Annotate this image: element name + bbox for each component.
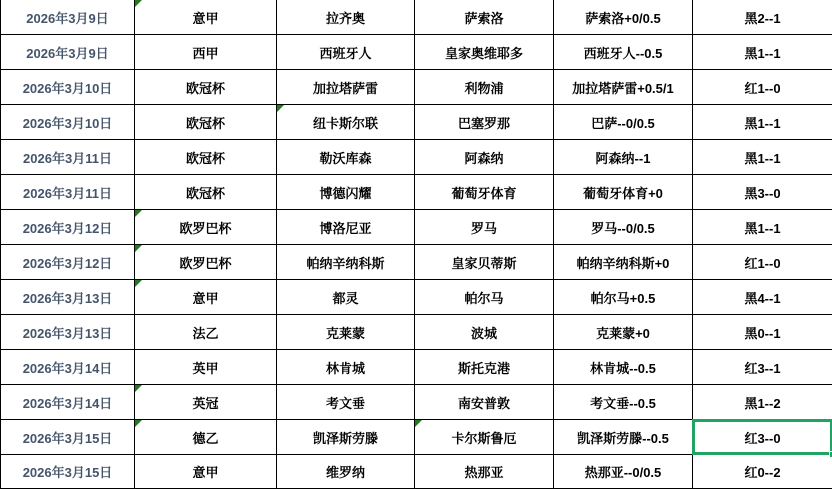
date-text: 2026年3月14日 — [22, 360, 113, 376]
home-team-text: 凯泽斯劳滕 — [312, 430, 378, 446]
league-text: 英冠 — [192, 395, 219, 411]
cell-handicap[interactable] — [554, 105, 693, 140]
cell-home-team[interactable] — [277, 70, 415, 105]
cell-home-team[interactable] — [277, 385, 415, 420]
away-team-text: 罗马 — [470, 220, 497, 236]
cell-date[interactable] — [0, 105, 135, 140]
table-row — [0, 350, 832, 385]
cell-home-team[interactable] — [277, 280, 415, 315]
cell-home-team[interactable] — [277, 420, 415, 455]
result-text: 黑1--2 — [744, 395, 781, 411]
table-row — [0, 105, 832, 140]
cell-result[interactable] — [693, 35, 832, 70]
error-indicator-icon — [135, 385, 142, 392]
handicap-text: 加拉塔萨雷+0.5/1 — [572, 80, 674, 96]
handicap-text: 考文垂--0.5 — [590, 395, 656, 411]
cell-away-team[interactable] — [415, 70, 554, 105]
cell-date[interactable] — [0, 420, 135, 455]
cell-result[interactable] — [693, 210, 832, 245]
cell-date[interactable] — [0, 70, 135, 105]
table-row — [0, 210, 832, 245]
home-team-text: 拉齐奥 — [325, 10, 365, 26]
cell-handicap[interactable] — [554, 70, 693, 105]
home-team-text: 考文垂 — [325, 395, 365, 411]
cell-result[interactable] — [693, 0, 832, 35]
cell-league[interactable] — [135, 245, 277, 280]
league-text: 西甲 — [192, 45, 219, 61]
league-text: 欧冠杯 — [185, 80, 225, 96]
cell-result[interactable] — [693, 315, 832, 350]
result-text: 黑1--1 — [744, 150, 781, 166]
cell-handicap[interactable] — [554, 315, 693, 350]
cell-away-team[interactable] — [415, 385, 554, 420]
cell-date[interactable] — [0, 280, 135, 315]
cell-date[interactable] — [0, 140, 135, 175]
home-team-text: 博洛尼亚 — [319, 220, 372, 236]
result-text: 黑4--1 — [744, 290, 781, 306]
result-text: 红3--1 — [744, 360, 781, 376]
table-row — [0, 245, 832, 280]
cell-away-team[interactable] — [415, 210, 554, 245]
handicap-text: 帕尔马+0.5 — [590, 290, 656, 306]
cell-league[interactable] — [135, 105, 277, 140]
handicap-text: 阿森纳--1 — [595, 150, 651, 166]
cell-away-team[interactable] — [415, 420, 554, 455]
cell-result[interactable] — [693, 140, 832, 175]
cell-result[interactable] — [693, 350, 832, 385]
table-row — [0, 140, 832, 175]
error-indicator-icon — [135, 0, 142, 7]
league-text: 欧罗巴杯 — [179, 220, 232, 236]
cell-result[interactable] — [693, 105, 832, 140]
handicap-text: 凯泽斯劳滕--0.5 — [577, 430, 669, 446]
cell-home-team[interactable] — [277, 0, 415, 35]
league-text: 意甲 — [192, 10, 219, 26]
result-text: 红3--0 — [744, 430, 781, 446]
date-text: 2026年3月11日 — [23, 185, 112, 201]
cell-date[interactable] — [0, 350, 135, 385]
cell-away-team[interactable] — [415, 455, 554, 489]
error-indicator-icon — [135, 420, 142, 427]
error-indicator-icon — [415, 420, 422, 427]
away-team-text: 卡尔斯鲁厄 — [451, 430, 517, 446]
result-text: 黑1--1 — [744, 45, 781, 61]
cell-home-team[interactable] — [277, 175, 415, 210]
cell-away-team[interactable] — [415, 175, 554, 210]
home-team-text: 纽卡斯尔联 — [312, 115, 378, 131]
result-text: 红0--2 — [744, 465, 781, 480]
cell-league[interactable] — [135, 35, 277, 70]
cell-home-team[interactable] — [277, 105, 415, 140]
home-team-text: 勒沃库森 — [319, 150, 372, 166]
cell-away-team[interactable] — [415, 35, 554, 70]
cell-away-team[interactable] — [415, 280, 554, 315]
date-text: 2026年3月15日 — [22, 465, 113, 480]
table-row — [0, 35, 832, 70]
home-team-text: 克莱蒙 — [325, 325, 365, 341]
date-text: 2026年3月13日 — [22, 325, 113, 341]
error-indicator-icon — [277, 105, 284, 112]
cell-home-team[interactable] — [277, 245, 415, 280]
cell-league[interactable] — [135, 210, 277, 245]
date-text: 2026年3月14日 — [22, 395, 113, 411]
cell-away-team[interactable] — [415, 140, 554, 175]
cell-away-team[interactable] — [415, 105, 554, 140]
result-text: 红1--0 — [744, 255, 781, 271]
cell-league[interactable] — [135, 0, 277, 35]
away-team-text: 皇家贝蒂斯 — [451, 255, 517, 271]
cell-date[interactable] — [0, 245, 135, 280]
result-text: 黑3--0 — [744, 185, 781, 201]
handicap-text: 林肯城--0.5 — [590, 360, 656, 376]
handicap-text: 热那亚--0/0.5 — [584, 465, 662, 480]
home-team-text: 维罗纳 — [325, 465, 365, 480]
away-team-text: 利物浦 — [464, 80, 504, 96]
cell-date[interactable] — [0, 35, 135, 70]
league-text: 英甲 — [192, 360, 219, 376]
handicap-text: 萨索洛+0/0.5 — [585, 10, 661, 26]
home-team-text: 西班牙人 — [319, 45, 372, 61]
cell-league[interactable] — [135, 350, 277, 385]
away-team-text: 波城 — [470, 325, 497, 341]
error-indicator-icon — [135, 280, 142, 287]
cell-handicap[interactable] — [554, 245, 693, 280]
cell-league[interactable] — [135, 140, 277, 175]
cell-league[interactable] — [135, 455, 277, 489]
cell-league[interactable] — [135, 420, 277, 455]
away-team-text: 巴塞罗那 — [457, 115, 510, 131]
cell-date[interactable] — [0, 210, 135, 245]
cell-handicap[interactable] — [554, 280, 693, 315]
cell-home-team[interactable] — [277, 350, 415, 385]
league-text: 意甲 — [192, 290, 219, 306]
away-team-text: 阿森纳 — [464, 150, 504, 166]
league-text: 德乙 — [192, 430, 219, 446]
away-team-text: 热那亚 — [464, 465, 504, 480]
cell-date[interactable] — [0, 385, 135, 420]
cell-result[interactable] — [693, 455, 832, 489]
cell-date[interactable] — [0, 175, 135, 210]
league-text: 欧冠杯 — [185, 185, 225, 201]
cell-result[interactable] — [693, 385, 832, 420]
cell-away-team[interactable] — [415, 350, 554, 385]
cell-handicap[interactable] — [554, 0, 693, 35]
table-row — [0, 420, 832, 455]
cell-league[interactable] — [135, 315, 277, 350]
cell-result[interactable] — [693, 245, 832, 280]
away-team-text: 斯托克港 — [457, 360, 510, 376]
home-team-text: 帕纳辛纳科斯 — [306, 255, 385, 271]
cell-league[interactable] — [135, 70, 277, 105]
away-team-text: 帕尔马 — [464, 290, 504, 306]
handicap-text: 克莱蒙+0 — [596, 325, 650, 341]
date-text: 2026年3月10日 — [22, 115, 113, 131]
league-text: 法乙 — [192, 325, 219, 341]
away-team-text: 南安普敦 — [457, 395, 510, 411]
cell-home-team[interactable] — [277, 140, 415, 175]
league-text: 欧冠杯 — [185, 115, 225, 131]
league-text: 欧罗巴杯 — [179, 255, 232, 271]
table-row — [0, 315, 832, 350]
handicap-text: 罗马--0/0.5 — [591, 220, 655, 236]
table-row — [0, 385, 832, 420]
date-text: 2026年3月12日 — [22, 255, 113, 271]
cell-result[interactable] — [693, 280, 832, 315]
date-text: 2026年3月9日 — [26, 10, 109, 26]
cell-league[interactable] — [135, 175, 277, 210]
date-text: 2026年3月11日 — [23, 150, 112, 166]
cell-home-team[interactable] — [277, 210, 415, 245]
away-team-text: 萨索洛 — [464, 10, 504, 26]
handicap-text: 帕纳辛纳科斯+0 — [576, 255, 670, 271]
cell-handicap[interactable] — [554, 175, 693, 210]
cell-handicap[interactable] — [554, 140, 693, 175]
cell-home-team[interactable] — [277, 455, 415, 489]
cell-handicap[interactable] — [554, 350, 693, 385]
cell-home-team[interactable] — [277, 315, 415, 350]
cell-handicap[interactable] — [554, 210, 693, 245]
date-text: 2026年3月13日 — [22, 290, 113, 306]
date-text: 2026年3月9日 — [26, 45, 109, 61]
cell-result-selected[interactable] — [693, 420, 832, 455]
date-text: 2026年3月10日 — [22, 80, 113, 96]
cell-handicap[interactable] — [554, 35, 693, 70]
date-text: 2026年3月15日 — [22, 430, 113, 446]
cell-away-team[interactable] — [415, 0, 554, 35]
cell-league[interactable] — [135, 385, 277, 420]
error-indicator-icon — [135, 245, 142, 252]
date-text: 2026年3月12日 — [22, 220, 113, 236]
table-row — [0, 70, 832, 105]
cell-away-team[interactable] — [415, 245, 554, 280]
away-team-text: 葡萄牙体育 — [451, 185, 517, 201]
league-text: 意甲 — [192, 465, 219, 480]
cell-date[interactable] — [0, 315, 135, 350]
cell-handicap[interactable] — [554, 455, 693, 489]
handicap-text: 葡萄牙体育+0 — [583, 185, 663, 201]
league-text: 欧冠杯 — [185, 150, 225, 166]
home-team-text: 博德闪耀 — [319, 185, 372, 201]
home-team-text: 都灵 — [332, 290, 359, 306]
home-team-text: 加拉塔萨雷 — [312, 80, 378, 96]
cell-result[interactable] — [693, 70, 832, 105]
handicap-text: 巴萨--0/0.5 — [591, 115, 655, 131]
cell-handicap[interactable] — [554, 385, 693, 420]
table-row — [0, 175, 832, 210]
table-row — [0, 0, 832, 35]
error-indicator-icon — [135, 210, 142, 217]
result-text: 红1--0 — [744, 80, 781, 96]
cell-date[interactable] — [0, 455, 135, 489]
handicap-text: 西班牙人--0.5 — [583, 45, 663, 61]
home-team-text: 林肯城 — [325, 360, 365, 376]
cell-league[interactable] — [135, 280, 277, 315]
away-team-text: 皇家奥维耶多 — [444, 45, 523, 61]
result-text: 黑1--1 — [744, 220, 781, 236]
cell-away-team[interactable] — [415, 315, 554, 350]
result-text: 黑1--1 — [744, 115, 781, 131]
result-text: 黑2--1 — [744, 10, 781, 26]
result-text: 黑0--1 — [744, 325, 781, 341]
cell-date[interactable] — [0, 0, 135, 35]
table-row — [0, 455, 832, 489]
cell-home-team[interactable] — [277, 35, 415, 70]
table-row — [0, 280, 832, 315]
cell-result[interactable] — [693, 175, 832, 210]
cell-handicap[interactable] — [554, 420, 693, 455]
